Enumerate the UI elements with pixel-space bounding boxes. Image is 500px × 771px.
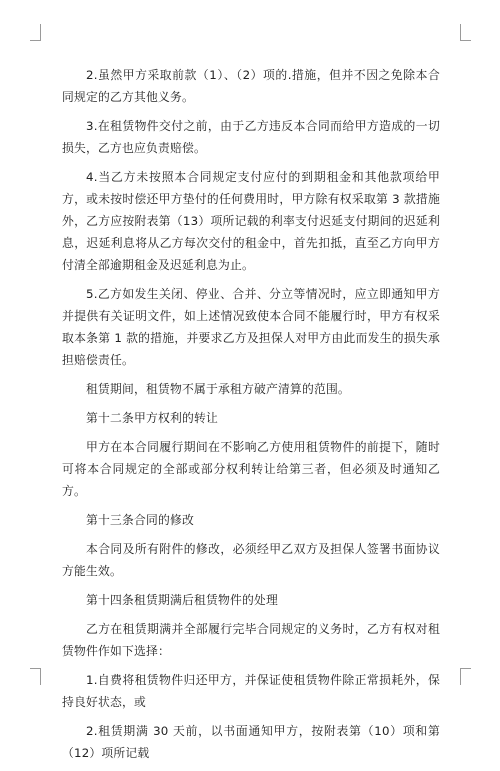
crop-mark-top-right bbox=[460, 24, 471, 41]
paragraph: 租赁期间，租赁物不属于承租方破产清算的范围。 bbox=[86, 382, 350, 396]
paragraph: 1.自费将租赁物件归还甲方，并保证使租赁物件除正常损耗外，保持良好状态，或 bbox=[62, 673, 440, 709]
paragraph: 乙方在租赁期满并全部履行完毕合同规定的义务时，乙方有权对租赁物件作如下选择： bbox=[62, 622, 440, 658]
document-body bbox=[62, 64, 440, 771]
crop-mark-bottom-right bbox=[460, 668, 471, 685]
crop-mark-bottom-left bbox=[30, 668, 41, 685]
paragraph: 2.租赁期满 30 天前，以书面通知甲方，按附表第（10）项和第（12）项所记载 bbox=[62, 724, 440, 760]
section-heading: 第十三条合同的修改 bbox=[86, 513, 194, 527]
paragraph: 5.乙方如发生关闭、停业、合并、分立等情况时，应立即通知甲方并提供有关证明文件，如上述情况致使本合同不能履行时，甲方有权采取本条第 1 款的措施，并要求乙方及担保人对甲方由此而发生的损失承担赔偿责任。 bbox=[62, 287, 440, 367]
paragraph: 3.在租赁物件交付之前，由于乙方违反本合同而给甲方造成的一切损失，乙方也应负责赔偿。 bbox=[62, 119, 440, 155]
section-heading: 第十二条甲方权利的转让 bbox=[86, 411, 218, 425]
section-heading: 第十四条租赁期满后租赁物件的处理 bbox=[86, 593, 278, 607]
paragraph: 本合同及所有附件的修改，必须经甲乙双方及担保人签署书面协议方能生效。 bbox=[62, 542, 440, 578]
crop-mark-top-left bbox=[30, 24, 41, 41]
paragraph: 4.当乙方未按照本合同规定支付应付的到期租金和其他款项给甲方，或未按时偿还甲方垫付的任何费用时，甲方除有权采取第 3 款措施外，乙方应按附表第（13）项所记载的利率支付迟延支付期间的迟延利息，迟延利息将从乙方每次交付的租金中，首先扣抵，直至乙方向甲方付清全部逾期租金及迟延利息为止。 bbox=[62, 170, 440, 272]
paragraph: 甲方在本合同履行期间在不影响乙方使用租赁物件的前提下，随时可将本合同规定的全部或部分权利转让给第三者，但必须及时通知乙方。 bbox=[62, 440, 440, 498]
paragraph: 2.虽然甲方采取前款（1）、（2）项的.措施，但并不因之免除本合同规定的乙方其他义务。 bbox=[62, 68, 440, 104]
